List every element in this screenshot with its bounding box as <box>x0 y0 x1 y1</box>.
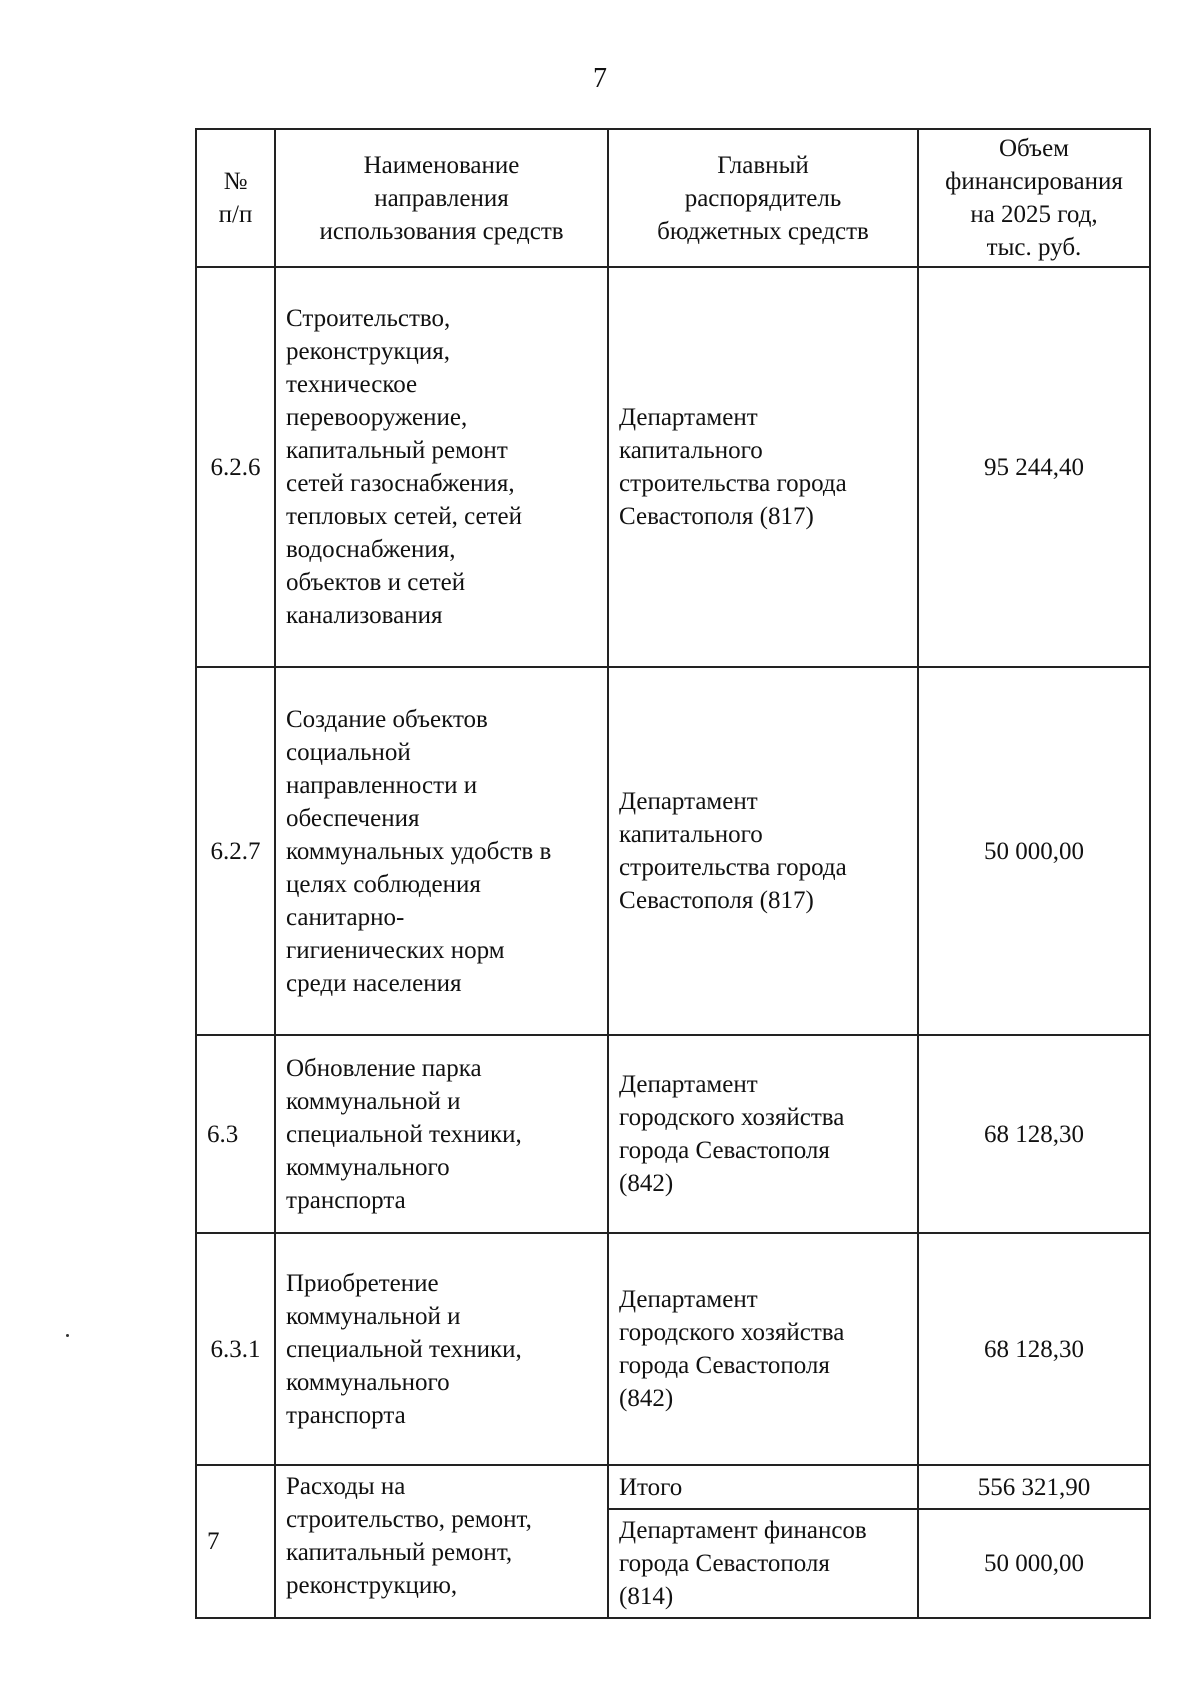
row-number: 6.3.1 <box>196 1233 275 1465</box>
table-row <box>196 1035 1150 1233</box>
table-row <box>196 667 1150 1035</box>
row-name: Строительство, реконструкция, техническое перевооружение, капитальный ремонт сетей газоснабжения, тепловых сетей, сетей водоснабжения, объектов и сетей канализования <box>275 267 608 667</box>
row-number: 6.2.7 <box>196 667 275 1035</box>
row-owner: Департамент городского хозяйства города Севастополя (842) <box>608 1233 918 1465</box>
row-amount-total: 556 321,90 <box>918 1465 1150 1509</box>
table-row <box>196 267 1150 667</box>
row-name: Расходы на строительство, ремонт, капитальный ремонт, реконструкцию, <box>275 1465 608 1618</box>
header-name: Наименование направления использования средств <box>275 129 608 267</box>
scan-speck <box>66 1334 69 1337</box>
row-owner: Департамент капитального строительства города Севастополя (817) <box>608 267 918 667</box>
row-owner: Департамент капитального строительства города Севастополя (817) <box>608 667 918 1035</box>
row-amount: 95 244,40 <box>918 267 1150 667</box>
table-row <box>196 1465 1150 1509</box>
row-name: Обновление парка коммунальной и специальной техники, коммунального транспорта <box>275 1035 608 1233</box>
row-owner: Департамент городского хозяйства города Севастополя (842) <box>608 1035 918 1233</box>
row-amount: 50 000,00 <box>918 667 1150 1035</box>
row-amount: 50 000,00 <box>918 1509 1150 1618</box>
row-number: 6.3 <box>196 1035 275 1233</box>
table-row <box>196 1233 1150 1465</box>
page-number: 7 <box>593 63 607 94</box>
row-owner: Департамент финансов города Севастополя (814) <box>608 1509 918 1618</box>
row-number: 6.2.6 <box>196 267 275 667</box>
funding-table <box>195 128 1151 1619</box>
row-number: 7 <box>196 1465 275 1618</box>
row-amount: 68 128,30 <box>918 1035 1150 1233</box>
row-owner-total: Итого <box>608 1465 918 1509</box>
header-owner: Главный распорядитель бюджетных средств <box>608 129 918 267</box>
row-amount: 68 128,30 <box>918 1233 1150 1465</box>
table-header-row <box>196 129 1150 267</box>
row-name: Создание объектов социальной направленности и обеспечения коммунальных удобств в целях соблюдения санитарно- гигиенических норм среди населения <box>275 667 608 1035</box>
header-amount: Объем финансирования на 2025 год, тыс. руб. <box>918 129 1150 267</box>
header-num: № п/п <box>196 129 275 267</box>
row-name: Приобретение коммунальной и специальной техники, коммунального транспорта <box>275 1233 608 1465</box>
